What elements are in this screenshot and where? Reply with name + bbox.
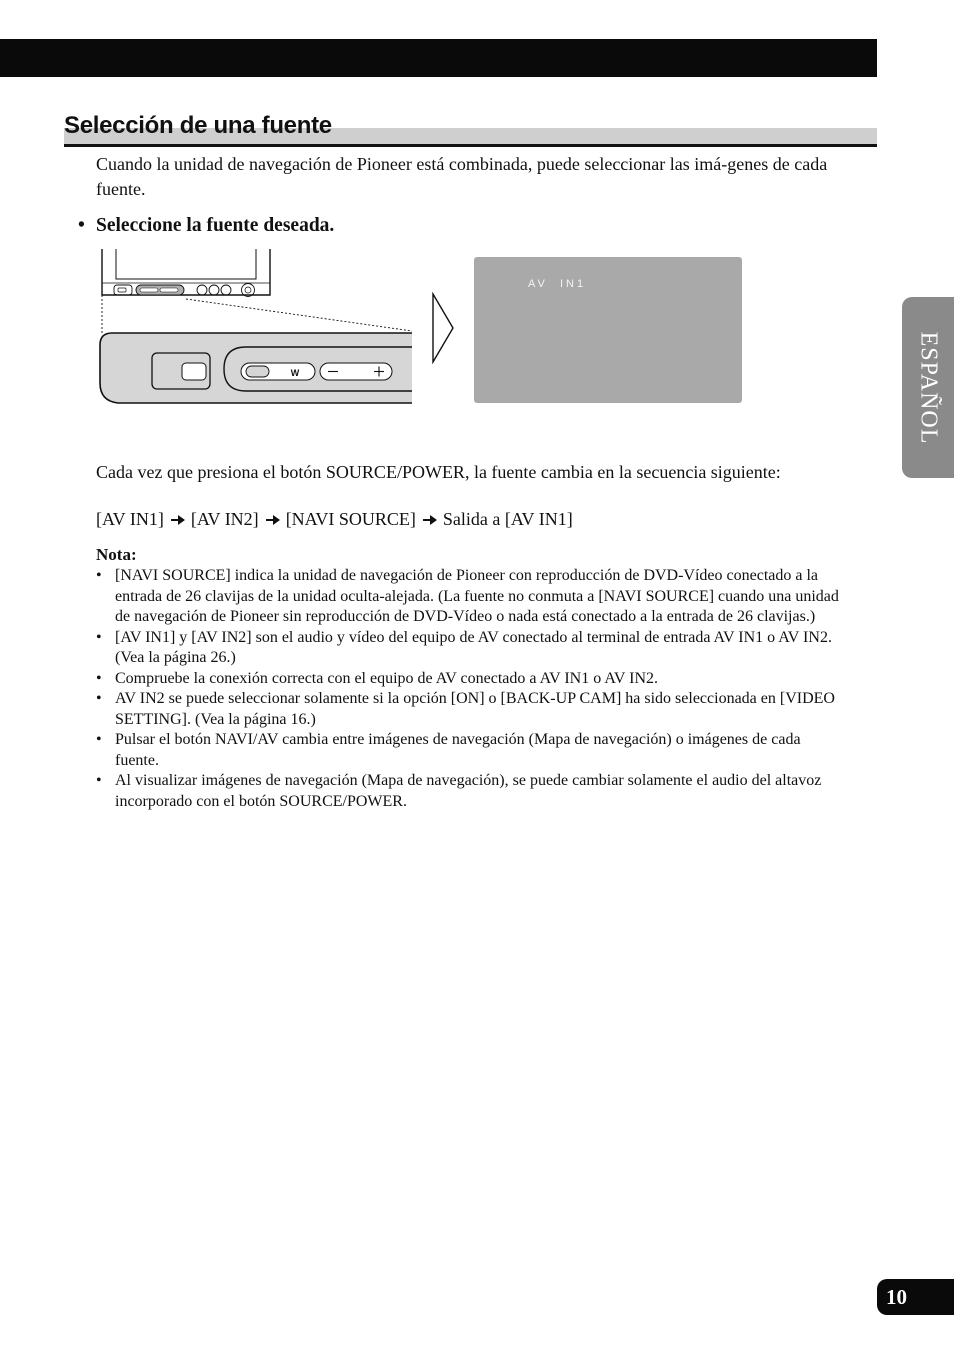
- note-title: Nota:: [96, 545, 137, 564]
- note-text: Compruebe la conexión correcta con el equipo de AV conectado a AV IN1 o AV IN2.: [115, 669, 658, 687]
- note-bullet: •: [96, 690, 102, 707]
- note-bullet: •: [96, 731, 102, 748]
- right-arrow-icon: [171, 515, 185, 525]
- note-text: Al visualizar imágenes de navegación (Mapa de navegación), se puede cambiar solamente el audio del altavoz incorporado con el botón SOURCE/POWER.: [115, 772, 822, 810]
- note-text: Pulsar el botón NAVI/AV cambia entre imágenes de navegación (Mapa de navegación) o imágenes de cada fuente.: [115, 731, 801, 769]
- note-bullet: •: [96, 772, 102, 789]
- section-title: Selección de una fuente: [64, 112, 332, 139]
- step-bullet: •: [78, 215, 85, 236]
- header-bar: [0, 39, 877, 77]
- note-item: [96, 566, 844, 628]
- device-top-view: [102, 249, 412, 335]
- note-bullet: •: [96, 567, 102, 584]
- note-item: [96, 730, 844, 771]
- sequence-item: [NAVI SOURCE]: [285, 509, 416, 529]
- note-item: [96, 771, 844, 812]
- sequence-item: Salida a [AV IN1]: [442, 509, 573, 529]
- device-zoom-view: [100, 333, 412, 403]
- page-number: 10: [886, 1285, 907, 1309]
- title-rule: [64, 144, 877, 147]
- right-arrow-icon: [266, 515, 280, 525]
- note-text: AV IN2 se puede seleccionar solamente si la opción [ON] o [BACK-UP CAM] ha sido seleccionada en [VIDEO SETTING]. (Vea la página 16.): [115, 690, 835, 728]
- intro-paragraph: Cuando la unidad de navegación de Pioneer está combinada, puede seleccionar las imá-genes de cada fuente.: [96, 154, 828, 199]
- right-arrow-icon: [423, 515, 437, 525]
- step-text: Seleccione la fuente deseada.: [96, 215, 335, 236]
- note-item: [96, 628, 844, 669]
- note-list: [96, 566, 844, 812]
- note-text: [NAVI SOURCE] indica la unidad de navegación de Pioneer con reproducción de DVD-Vídeo conectado a la entrada de 26 clavijas de la unidad oculta-alejada. (La fuente no conmuta a [NAVI SOURCE] cuando una unidad de navegación de Pioneer sin reproducción de DVD-Vídeo o nada está conectado a la entrada de 26 clavijas.): [115, 567, 839, 625]
- sequence-description: Cada vez que presiona el botón SOURCE/POWER, la fuente cambia en la secuencia siguiente:: [96, 462, 781, 482]
- section-header: [64, 110, 877, 148]
- note-bullet: •: [96, 669, 102, 687]
- device-illustration: [96, 245, 416, 407]
- next-arrow-icon: [430, 292, 456, 364]
- note-item: [96, 689, 844, 730]
- sequence-item: [AV IN2]: [190, 509, 259, 529]
- language-tab-label: ESPAÑOL: [915, 331, 942, 444]
- step-instruction: [78, 212, 334, 240]
- w-button-label: W: [290, 368, 300, 378]
- page-number-box: [877, 1279, 954, 1315]
- note-bullet: •: [96, 628, 102, 646]
- sequence-item: [AV IN1]: [96, 509, 164, 529]
- note-text: [AV IN1] y [AV IN2] son el audio y vídeo del equipo de AV conectado al terminal de entrada AV IN1 o AV IN2. (Vea la página 26.): [115, 628, 832, 666]
- screen-source-label: AV IN1: [528, 278, 587, 290]
- source-sequence: [96, 507, 573, 531]
- note-item: [96, 669, 844, 690]
- language-tab: [902, 297, 954, 478]
- screen-display: [474, 257, 742, 403]
